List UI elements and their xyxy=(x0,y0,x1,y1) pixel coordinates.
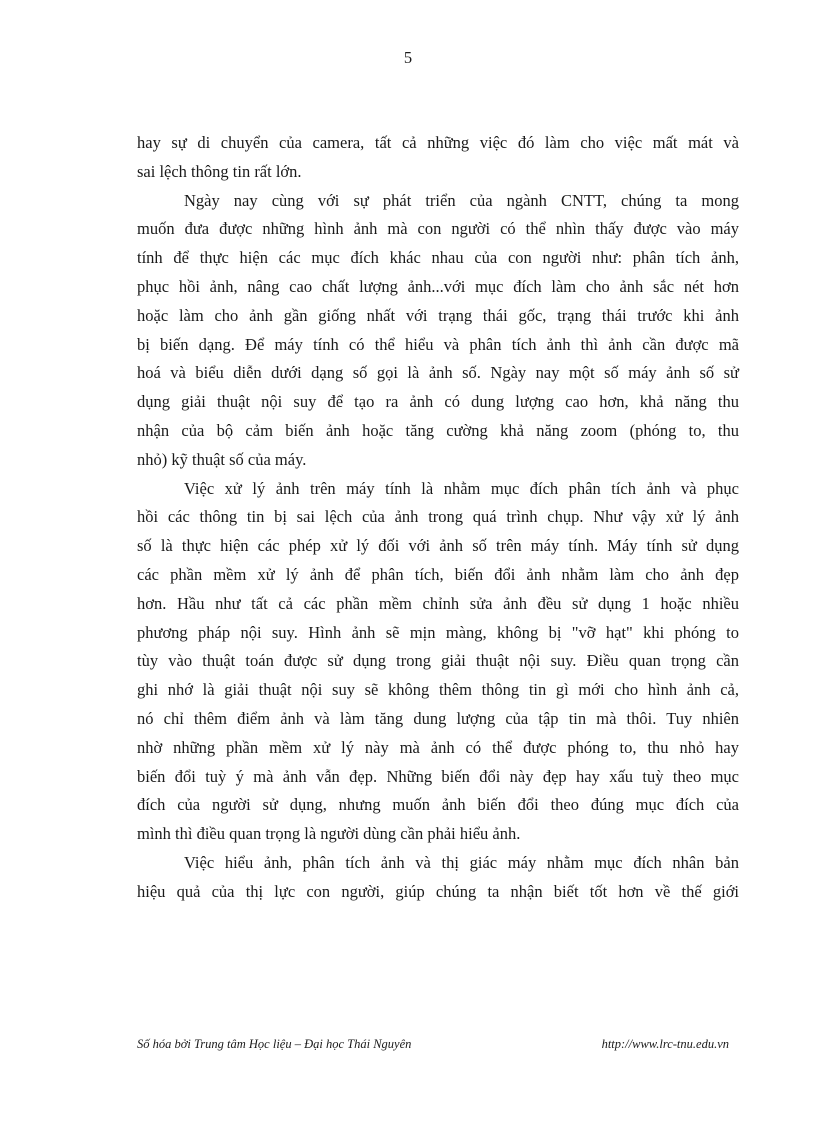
text-line: nhận của bộ cảm biến ảnh hoặc tăng cường khả năng zoom (phóng to, thu xyxy=(137,420,739,440)
text-line: ghi nhớ là giải thuật nội suy sẽ không thêm thông tin gì mới cho hình ảnh cả, xyxy=(137,680,739,700)
text-line: sai lệch thông tin rất lớn. xyxy=(137,161,302,181)
text-line: số là thực hiện các phép xử lý đối với ảnh số trên máy tính. Máy tính sử dụng xyxy=(137,536,739,556)
text-line: nhờ những phần mềm xử lý này mà ảnh có thể được phóng to, thu nhỏ hay xyxy=(137,737,739,757)
text-line: hoá và biểu diễn dưới dạng số gọi là ảnh số. Ngày nay một số máy ảnh số sử xyxy=(137,363,739,383)
text-line: Việc xử lý ảnh trên máy tính là nhằm mục đích phân tích ảnh và phục xyxy=(184,478,739,498)
text-line: nó chỉ thêm điểm ảnh và làm tăng dung lượng của tập tin mà thôi. Tuy nhiên xyxy=(137,708,739,728)
footer-url: http://www.lrc-tnu.edu.vn xyxy=(601,1037,729,1051)
page-number: 5 xyxy=(403,48,413,67)
text-line: biến đổi tuỳ ý mà ảnh vẫn đẹp. Những biến đổi này đẹp hay xấu tuỳ theo mục xyxy=(137,766,739,786)
text-line: Ngày nay cùng với sự phát triển của ngành CNTT, chúng ta mong xyxy=(184,190,739,210)
text-line: tính để thực hiện các mục đích khác nhau của con người như: phân tích ảnh, xyxy=(137,248,739,268)
text-line: Việc hiểu ảnh, phân tích ảnh và thị giác máy nhằm mục đích nhân bản xyxy=(184,852,739,872)
text-line: hơn. Hầu như tất cả các phần mềm chỉnh sửa ảnh đều sử dụng 1 hoặc nhiều xyxy=(137,593,739,613)
text-line: nhỏ) kỹ thuật số của máy. xyxy=(137,449,307,469)
text-line: hồi các thông tin bị sai lệch của ảnh trong quá trình chụp. Như vậy xử lý ảnh xyxy=(137,507,739,527)
text-line: hay sự di chuyển của camera, tất cả những việc đó làm cho việc mất mát và xyxy=(137,133,739,152)
text-line: mình thì điều quan trọng là người dùng cần phải hiểu ảnh. xyxy=(137,824,521,844)
footer-source: Số hóa bởi Trung tâm Học liệu – Đại học Thái Nguyên xyxy=(137,1037,412,1051)
text-line: tùy vào thuật toán được sử dụng trong giải thuật nội suy. Điều quan trọng cần xyxy=(137,651,739,671)
text-line: dụng giải thuật nội suy để tạo ra ảnh có dung lượng cao hơn, khả năng thu xyxy=(137,392,739,412)
text-line: hiệu quả của thị lực con người, giúp chúng ta nhận biết tốt hơn về thế giới xyxy=(137,881,739,901)
body-text xyxy=(137,129,739,907)
text-line: phục hồi ảnh, nâng cao chất lượng ảnh...với mục đích làm cho ảnh sắc nét hơn xyxy=(137,276,739,296)
text-line: đích của người sử dụng, nhưng muốn ảnh biến đổi theo đúng mục đích của xyxy=(137,795,739,815)
page-footer xyxy=(137,1037,729,1052)
text-line: các phần mềm xử lý ảnh để phân tích, biến đổi ảnh nhằm làm cho ảnh đẹp xyxy=(137,564,739,584)
text-line: hoặc làm cho ảnh gần giống nhất với trạng thái gốc, trạng thái trước khi ảnh xyxy=(137,305,739,325)
text-line: phương pháp nội suy. Hình ảnh sẽ mịn màng, không bị "vỡ hạt" khi phóng to xyxy=(137,622,739,642)
text-line: muốn đưa được những hình ảnh mà con người có thể nhìn thấy được vào máy xyxy=(137,219,739,239)
text-line: bị biến dạng. Để máy tính có thể hiểu và phân tích ảnh thì ảnh cần được mã xyxy=(137,334,739,354)
